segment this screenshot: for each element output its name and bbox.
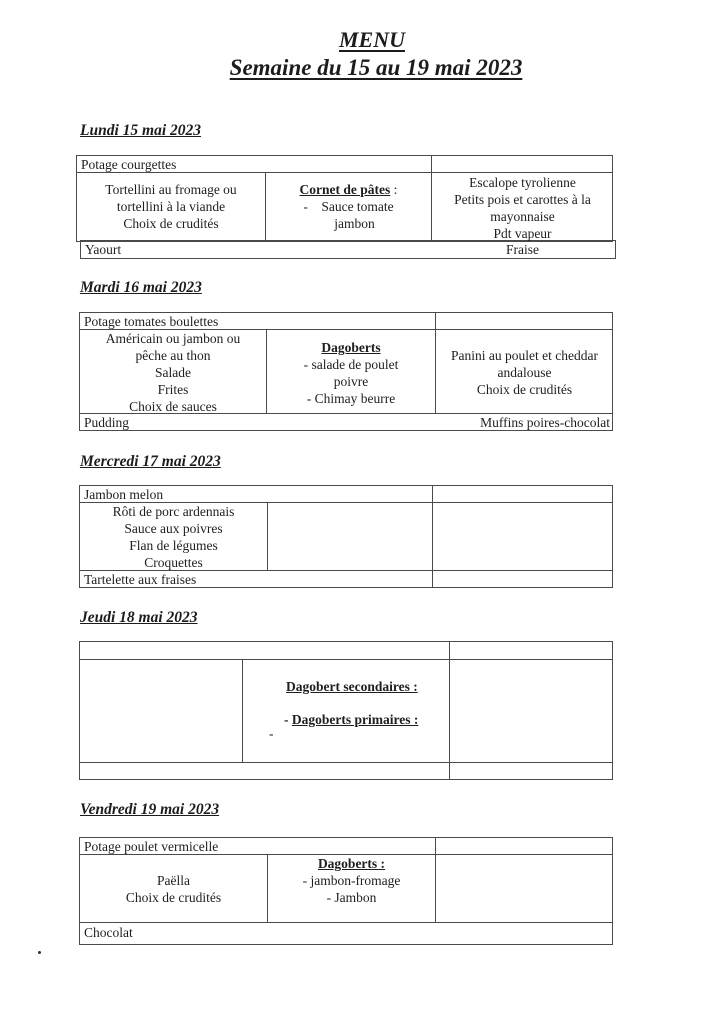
dish-line: - salade de poulet (303, 357, 399, 372)
dish-dash: - (269, 726, 274, 741)
dish-line: Tortellini au fromage ou (105, 182, 237, 197)
dish-line: Salade (155, 365, 191, 380)
dessert: Tartelette aux fraises (84, 572, 197, 587)
main-dish-1 (80, 330, 266, 415)
dish-line: Choix de sauces (129, 399, 217, 414)
main-dish-1 (77, 181, 265, 232)
dish-line: Paëlla (157, 873, 190, 888)
dish-line: poivre (333, 374, 369, 389)
dish-line: Escalope tyrolienne (469, 175, 576, 190)
main-dish-2 (266, 181, 431, 232)
dessert-alt: Muffins poires-chocolat (480, 415, 610, 430)
dish-line: andalouse (497, 365, 552, 380)
dish-line: Croquettes (144, 555, 203, 570)
dish-line: Choix de crudités (476, 382, 573, 397)
dish-heading: Dagoberts (321, 340, 381, 355)
dish-line: - Sauce tomate (303, 199, 394, 214)
starter: Potage poulet vermicelle (84, 839, 219, 854)
dish-heading: Cornet de pâtes (299, 182, 391, 197)
dish-line: mayonnaise (490, 209, 555, 224)
dish-heading-suffix: : (390, 182, 398, 197)
dish-line: Rôti de porc ardennais (112, 504, 235, 519)
dessert: Yaourt (85, 242, 122, 257)
day-heading-monday: Lundi 15 mai 2023 (80, 122, 202, 139)
starter: Jambon melon (84, 487, 164, 502)
dish-sub-prefix: - (284, 712, 292, 727)
scan-speck (38, 951, 41, 954)
dish-line: Frites (157, 382, 189, 397)
dish-line: Choix de crudités (123, 216, 219, 231)
dish-line: Américain ou jambon ou (105, 331, 241, 346)
dish-sub-heading: Dagoberts primaires : (291, 712, 419, 727)
week-subtitle: Semaine du 15 au 19 mai 2023 (229, 55, 523, 80)
dish-line: - Jambon (326, 890, 377, 905)
dish-line: Flan de légumes (129, 538, 218, 553)
dish-heading: Dagobert secondaires : (286, 679, 418, 694)
dessert: Pudding (84, 415, 130, 430)
dish-line: tortellini à la viande (116, 199, 226, 214)
starter: Potage tomates boulettes (84, 314, 219, 329)
dessert: Chocolat (84, 925, 133, 940)
dish-line: jambon (334, 216, 375, 231)
dish-line: pêche au thon (135, 348, 211, 363)
main-dish-2 (267, 339, 435, 407)
starter: Potage courgettes (81, 157, 177, 172)
day-heading-wednesday: Mercredi 17 mai 2023 (80, 453, 221, 470)
main-dish-1 (80, 503, 267, 571)
dessert-alt: Fraise (506, 242, 539, 257)
dish-line: Panini au poulet et cheddar (451, 348, 598, 363)
dish-line: Petits pois et carottes à la (454, 192, 591, 207)
day-heading-tuesday: Mardi 16 mai 2023 (80, 279, 202, 296)
main-dish-2 (268, 855, 435, 906)
main-dish-2 (243, 678, 449, 742)
day-heading-friday: Vendredi 19 mai 2023 (80, 801, 220, 818)
dish-line: Sauce aux poivres (124, 521, 223, 536)
dish-line: - jambon-fromage (302, 873, 401, 888)
menu-title: MENU (338, 27, 405, 52)
dish-line: Pdt vapeur (493, 226, 552, 241)
main-dish-1 (80, 872, 267, 906)
dish-heading: Dagoberts : (317, 856, 386, 871)
main-dish-3 (436, 347, 613, 398)
dish-line: - Chimay beurre (306, 391, 396, 406)
day-heading-thursday: Jeudi 18 mai 2023 (80, 609, 198, 626)
main-dish-3 (432, 174, 613, 242)
dish-line: Choix de crudités (125, 890, 222, 905)
